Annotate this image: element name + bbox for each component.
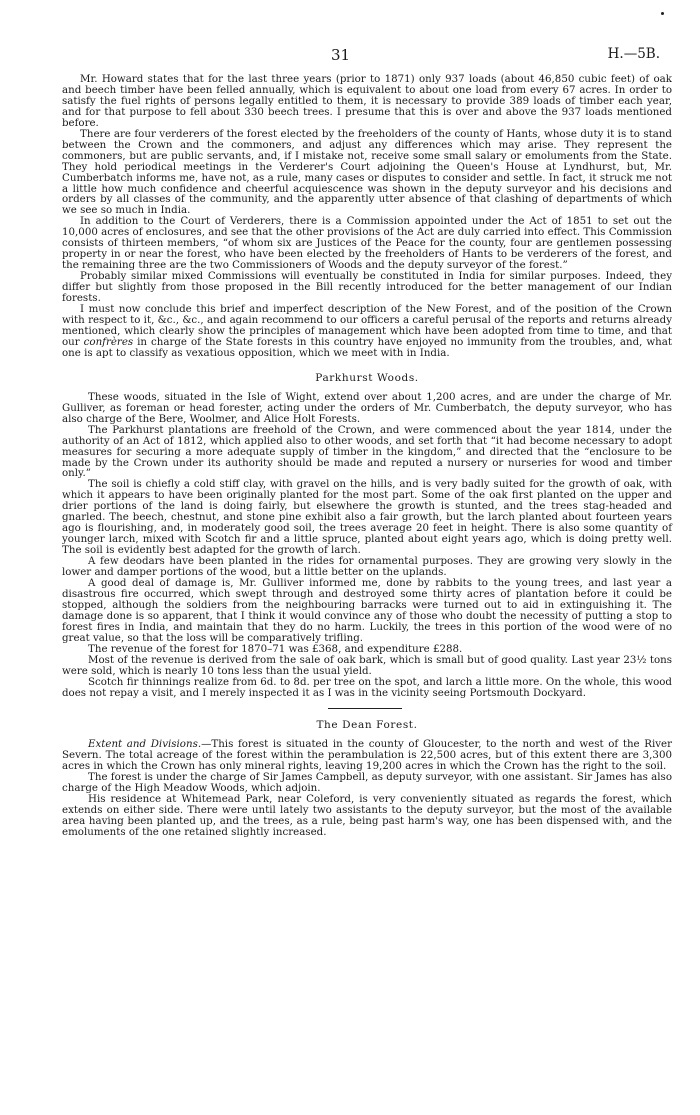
paragraph: The soil is chiefly a cold stiff clay, with gravel on the hills, and is very badly suited for the growth of oak, with which it appears to have been originally planted for the most part. Some of the oak first planted on the upper and drier portions of the land is doing fairly, but elsewhere the growth is stunted, and the trees stag-headed and gnarled. The beech, chestnut, and stone pine exhibit also a fair growth, but the larch planted about fourteen years ago is flourishing, and, in moderately good soil, the trees average 20 feet in height. There is also some quantity of younger larch, mixed with Scotch fir and a little spruce, planted about eight years ago, which is doing pretty well. The soil is evidently best adapted for the growth of larch. [62, 478, 672, 557]
paragraph: Scotch fir thinnings realize from 6d. to 8d. per tree on the spot, and larch a little more. On the whole, this wood does not repay a visit, and I merely inspected it as I was in the vicinity seeing Portsmouth Dockyard. [62, 675, 672, 699]
paragraph: Most of the revenue is derived from the sale of oak bark, which is small but of good quality. Last year 23½ tons were sold, which is nearly 10 tons less than the usual yield. [62, 653, 672, 677]
document-reference: H.—5B. [607, 46, 660, 62]
section-heading-parkhurst: Parkhurst Woods. [315, 371, 419, 384]
section-heading-dean-forest: The Dean Forest. [316, 719, 418, 732]
paragraph-text: I must now conclude this brief and imperfect description of the New Forest, and of the position of the Crown with respect to it, &c., &c., and again recommend to our officers a careful perusal of the reports and returns already mentioned, which clearly show the principles of management which have been adopted from time to time, and that our [62, 303, 672, 348]
paragraph: These woods, situated in the Isle of Wight, extend over about 1,200 acres, and are under the charge of Mr. Gulliver, as foreman or head forester, acting under the orders of Mr. Cumberbatch, the deputy surveyor, who has also charge of the Bere, Woolmer, and Alice Holt Forests. [62, 390, 672, 425]
page-number: 31 [331, 46, 351, 64]
paragraph: A good deal of damage is, Mr. Gulliver informed me, done by rabbits to the young trees, and last year a disastrous fire occurred, which swept through and destroyed some thirty acres of plantation before it could be stopped, although the soldiers from the neighbouring barracks were turned out to aid in extinguishing it. The damage done is so apparent, that I think it would convince any of those who doubt the necessity of putting a stop to forest fires in India, and maintain that they do no harm. Luckily, the trees in this portion of the wood were of no great value, so that the loss will be comparatively trifling. [62, 576, 672, 644]
paragraph: The revenue of the forest for 1870–71 was £368, and expenditure £288. [88, 642, 463, 655]
italic-term: confrères [83, 335, 134, 348]
ink-dot [661, 12, 664, 15]
paragraph: The Parkhurst plantations are freehold of the Crown, and were commenced about the year 1814, under the authority of an Act of 1812, which applied also to other woods, and set forth that “it had become necessary to adopt measures for securing a more adequate supply of timber in the kingdom,” and directed that the “enclosure to be made by the Crown under its authority should be made and reputed a nursery or nurseries for wood and timber only.” [62, 423, 672, 480]
paragraph: In addition to the Court of Verderers, there is a Commission appointed under the Act of 1851 to set out the 10,000 acres of enclosures, and see that the other provisions of the Act are duly carried into effect. This Commission consists of thirteen members, “of whom six are Justices of the Peace for the county, four are gentlemen possessing property in or near the forest, who have been elected by the freeholders of Hants to be verderers of the forest, and the remaining three are the two Commissioners of Woods and the deputy surveyor of the forest.” [62, 215, 672, 272]
section-divider [62, 698, 672, 719]
paragraph: There are four verderers of the forest elected by the freeholders of the county of Hants, whose duty it is to stand between the Crown and the commoners, and adjust any differences which may arise. They represent the commoners, but are public servants, and, if I mistake not, receive some small salary or emoluments from the State. They hold periodical meetings in the Verderer's Court adjoining the Queen's House at Lyndhurst, but, Mr. Cumberbatch informs me, have not, as a rule, many cases or disputes to consider and settle. In fact, it struck me not a little how much confidence and cheerful acquiescence was shown in the deputy surveyor and his decisions and orders by all classes of the community, and the apparently utter absence of that clashing of departments of which we see so much in India. [62, 127, 672, 217]
paragraph: Probably similar mixed Commissions will eventually be constituted in India for similar purposes. Indeed, they differ but slightly from those proposed in the Bill recently introduced for the better management of our Indian forests. [62, 270, 672, 305]
paragraph: The forest is under the charge of Sir James Campbell, as deputy surveyor, with one assistant. Sir James has also charge of the High Meadow Woods, which adjoin. [62, 771, 672, 795]
paragraph [62, 739, 672, 772]
italic-subheading: Extent and Divisions. [88, 738, 202, 751]
paragraph: Mr. Howard states that for the last three years (prior to 1871) only 937 loads (about 46,850 cubic feet) of oak and beech timber have been felled annually, which is equivalent to about one load from every 67 acres. In order to satisfy the fuel rights of persons legally entitled to them, it is necessary to provide 389 loads of timber each year, and for that purpose to fell about 330 beech trees. I presume that this is over and above the 937 loads mentioned before. [62, 73, 672, 129]
paragraph: His residence at Whitemead Park, near Coleford, is very conveniently situated as regards the forest, which extends on either side. There were until lately two assistants to the deputy surveyor, but the most of the available area having been planted up, and the trees, as a rule, being past harm's way, one has been dispensed with, and the emoluments of the one retained slightly increased. [62, 793, 672, 839]
page-header [0, 46, 700, 66]
page-body [62, 74, 672, 838]
paragraph: A few deodars have been planted in the rides for ornamental purposes. They are growing very slowly in the lower and damper portions of the wood, but a little better on the uplands. [62, 555, 672, 579]
paragraph-text: in charge of the State forests in this country have enjoyed no immunity from the troubles, and, what one is apt to classify as vexatious opposition, which we meet with in India. [62, 335, 672, 359]
paragraph [62, 304, 672, 359]
paragraph-text: —This forest is situated in the county of Gloucester, to the north and west of the River Severn. The total acreage of the forest within the perambulation is 22,500 acres, but of this extent there are 3,300 acres in which the Crown has only mineral rights, leaving 19,200 acres in which the Crown has the right to the soil. [62, 738, 673, 773]
